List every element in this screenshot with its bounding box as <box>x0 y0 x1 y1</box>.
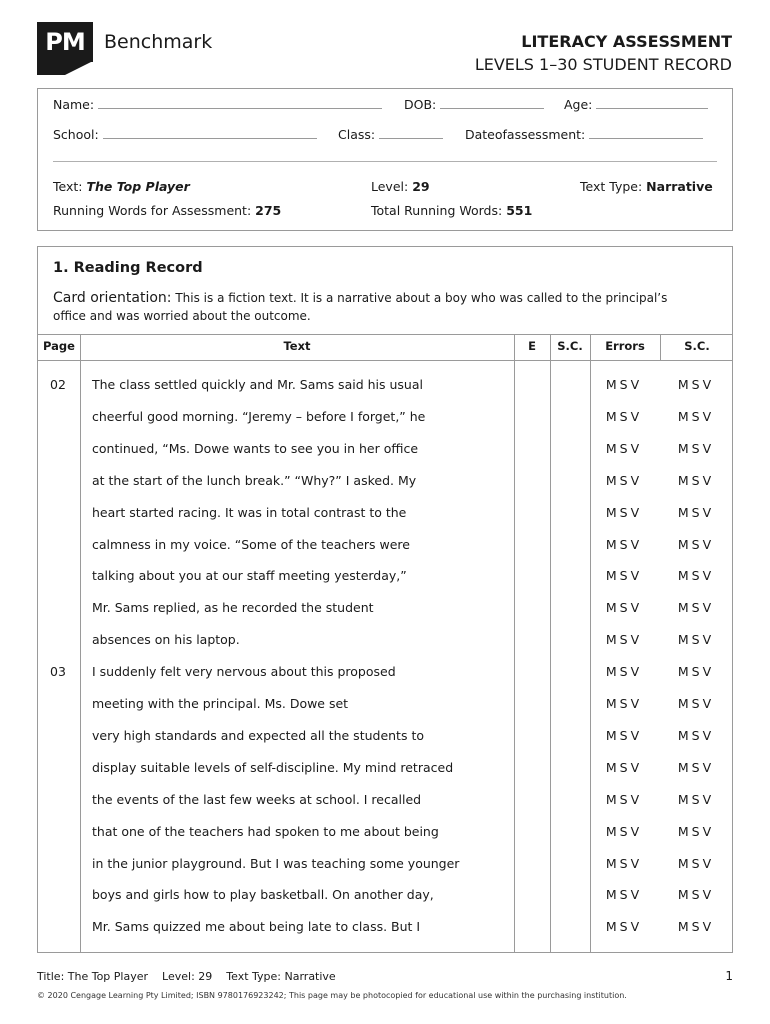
errors-msv[interactable]: MSV <box>605 440 643 456</box>
reading-record-box <box>37 246 733 953</box>
row-text: continued, “Ms. Dowe wants to see you in her office <box>92 440 419 456</box>
footer-level: Level: 29 <box>162 970 213 983</box>
table-row <box>38 691 732 723</box>
table-row <box>38 595 732 627</box>
row-text: cheerful good morning. “Jeremy – before I forget,” he <box>92 408 426 424</box>
errors-msv[interactable]: MSV <box>605 727 643 743</box>
school-field <box>53 127 317 142</box>
text-value: The Top Player <box>86 179 190 194</box>
errors-msv[interactable]: MSV <box>605 887 643 903</box>
row-text: at the start of the lunch break.” “Why?” I asked. My <box>92 472 417 488</box>
row-text: I suddenly felt very nervous about this proposed <box>92 664 396 680</box>
errors-msv[interactable]: MSV <box>605 472 643 488</box>
text-type-label: Text Type: <box>580 179 643 194</box>
errors-msv[interactable]: MSV <box>605 536 643 552</box>
page-number: 1 <box>725 969 733 983</box>
table-row <box>38 819 732 851</box>
age-label: Age: <box>564 97 593 112</box>
table-row <box>38 532 732 564</box>
running-words-value: 275 <box>255 203 282 218</box>
row-text: The class settled quickly and Mr. Sams said his usual <box>92 377 423 392</box>
row-text: absences on his laptop. <box>92 632 240 648</box>
class-field <box>338 127 443 142</box>
col-header-e: E <box>528 339 536 353</box>
sc-msv[interactable]: MSV <box>677 823 715 839</box>
class-input-line[interactable] <box>379 129 443 139</box>
table-header-rule <box>38 360 732 361</box>
dob-input-line[interactable] <box>440 99 544 109</box>
sc-msv[interactable]: MSV <box>677 727 715 743</box>
text-type-value: Narrative <box>646 179 713 194</box>
sc-msv[interactable]: MSV <box>677 855 715 871</box>
age-field <box>564 97 708 112</box>
class-label: Class: <box>338 127 376 142</box>
errors-msv[interactable]: MSV <box>605 408 643 424</box>
table-row <box>38 914 732 946</box>
table-row <box>38 787 732 819</box>
total-words-label: Total Running Words: <box>371 203 503 218</box>
table-row <box>38 563 732 595</box>
sc-msv[interactable]: MSV <box>677 791 715 807</box>
errors-msv[interactable]: MSV <box>605 759 643 775</box>
table-row <box>38 436 732 468</box>
sc-msv[interactable]: MSV <box>677 440 715 456</box>
table-row <box>38 372 732 404</box>
row-text: Mr. Sams replied, as he recorded the student <box>92 600 374 616</box>
level-label: Level: <box>371 179 409 194</box>
name-field <box>53 97 382 112</box>
errors-msv[interactable]: MSV <box>605 504 643 520</box>
errors-msv[interactable]: MSV <box>605 568 643 584</box>
table-row <box>38 404 732 436</box>
row-page-number: 02 <box>50 377 66 392</box>
col-header-errors: Errors <box>605 339 645 353</box>
age-input-line[interactable] <box>596 99 708 109</box>
table-row <box>38 755 732 787</box>
running-words-field <box>53 203 281 218</box>
text-label: Text: <box>53 179 83 194</box>
table-row <box>38 659 732 691</box>
table-row <box>38 627 732 659</box>
student-info-box <box>37 88 733 231</box>
col-header-text: Text <box>283 339 311 353</box>
sc-msv[interactable]: MSV <box>677 600 715 616</box>
brand-name: Benchmark <box>104 31 213 53</box>
col-divider <box>660 334 661 360</box>
table-row <box>38 882 732 914</box>
logo-tail <box>37 61 93 75</box>
section-title: 1. Reading Record <box>53 260 203 276</box>
dob-label: DOB: <box>404 97 437 112</box>
sc-msv[interactable]: MSV <box>677 568 715 584</box>
level-value: 29 <box>412 179 430 194</box>
dob-field <box>404 97 544 112</box>
running-words-label: Running Words for Assessment: <box>53 203 252 218</box>
name-label: Name: <box>53 97 95 112</box>
row-text: talking about you at our staff meeting yesterday,” <box>92 568 407 584</box>
row-text: boys and girls how to play basketball. On another day, <box>92 887 434 903</box>
errors-msv[interactable]: MSV <box>605 632 643 648</box>
errors-msv[interactable]: MSV <box>605 696 643 711</box>
sc-msv[interactable]: MSV <box>677 472 715 488</box>
table-top-rule <box>38 334 732 335</box>
date-field <box>465 127 703 142</box>
sc-msv[interactable]: MSV <box>677 377 715 392</box>
row-text: meeting with the principal. Ms. Dowe set <box>92 696 349 711</box>
errors-msv[interactable]: MSV <box>605 791 643 807</box>
sc-msv[interactable]: MSV <box>677 408 715 424</box>
text-field <box>53 179 190 194</box>
card-orientation-text: This is a fiction text. It is a narrative about a boy who was called to the principal’s office and was worried about the outcome. <box>53 291 668 323</box>
sc-msv[interactable]: MSV <box>677 696 715 711</box>
footer-text-type: Text Type: Narrative <box>226 970 336 983</box>
copyright: © 2020 Cengage Learning Pty Limited; ISBN 9780176923242; This page may be photocopied for educational use within the purchasing institution. <box>37 991 627 1000</box>
row-text: display suitable levels of self-discipline. My mind retraced <box>92 759 454 775</box>
row-text: very high standards and expected all the students to <box>92 727 424 743</box>
errors-msv[interactable]: MSV <box>605 600 643 616</box>
page-subtitle: LEVELS 1–30 STUDENT RECORD <box>474 55 732 74</box>
table-row <box>38 851 732 883</box>
errors-msv[interactable]: MSV <box>605 664 643 680</box>
row-text: in the junior playground. But I was teaching some younger <box>92 855 460 871</box>
total-words-value: 551 <box>506 203 533 218</box>
row-page-number: 03 <box>50 664 66 680</box>
errors-msv[interactable]: MSV <box>605 823 643 839</box>
errors-msv[interactable]: MSV <box>605 377 643 392</box>
errors-msv[interactable]: MSV <box>605 855 643 871</box>
logo-mark: PM <box>37 22 93 62</box>
row-text: the events of the last few weeks at school. I recalled <box>92 791 422 807</box>
date-input-line[interactable] <box>589 129 703 139</box>
sc-msv[interactable]: MSV <box>677 887 715 903</box>
sc-msv[interactable]: MSV <box>677 759 715 775</box>
table-row <box>38 500 732 532</box>
col-header-sc: S.C. <box>557 339 583 353</box>
name-input-line[interactable] <box>98 99 382 109</box>
row-text: Mr. Sams quizzed me about being late to class. But I <box>92 919 421 935</box>
table-row <box>38 468 732 500</box>
footer-info <box>37 970 336 983</box>
date-label: Dateofassessment: <box>465 127 586 142</box>
sc-msv[interactable]: MSV <box>677 504 715 520</box>
sc-msv[interactable]: MSV <box>677 632 715 648</box>
text-type-field <box>580 179 713 194</box>
row-text: calmness in my voice. “Some of the teachers were <box>92 536 410 552</box>
total-words-field <box>371 203 532 218</box>
sc-msv[interactable]: MSV <box>677 664 715 680</box>
footer-title: Title: The Top Player <box>37 970 149 983</box>
school-input-line[interactable] <box>103 129 317 139</box>
level-field <box>371 179 430 194</box>
info-divider <box>53 161 717 162</box>
col-header-page: Page <box>43 339 75 353</box>
sc-msv[interactable]: MSV <box>677 919 715 935</box>
school-label: School: <box>53 127 99 142</box>
errors-msv[interactable]: MSV <box>605 919 643 935</box>
pm-logo <box>37 22 93 75</box>
col-header-sc-msv: S.C. <box>684 339 710 353</box>
row-text: that one of the teachers had spoken to me about being <box>92 823 439 839</box>
card-orientation-label: Card orientation: <box>53 290 172 306</box>
sc-msv[interactable]: MSV <box>677 536 715 552</box>
table-row <box>38 723 732 755</box>
row-text: heart started racing. It was in total contrast to the <box>92 504 407 520</box>
card-orientation <box>53 289 693 325</box>
page-title: LITERACY ASSESSMENT <box>521 32 732 51</box>
